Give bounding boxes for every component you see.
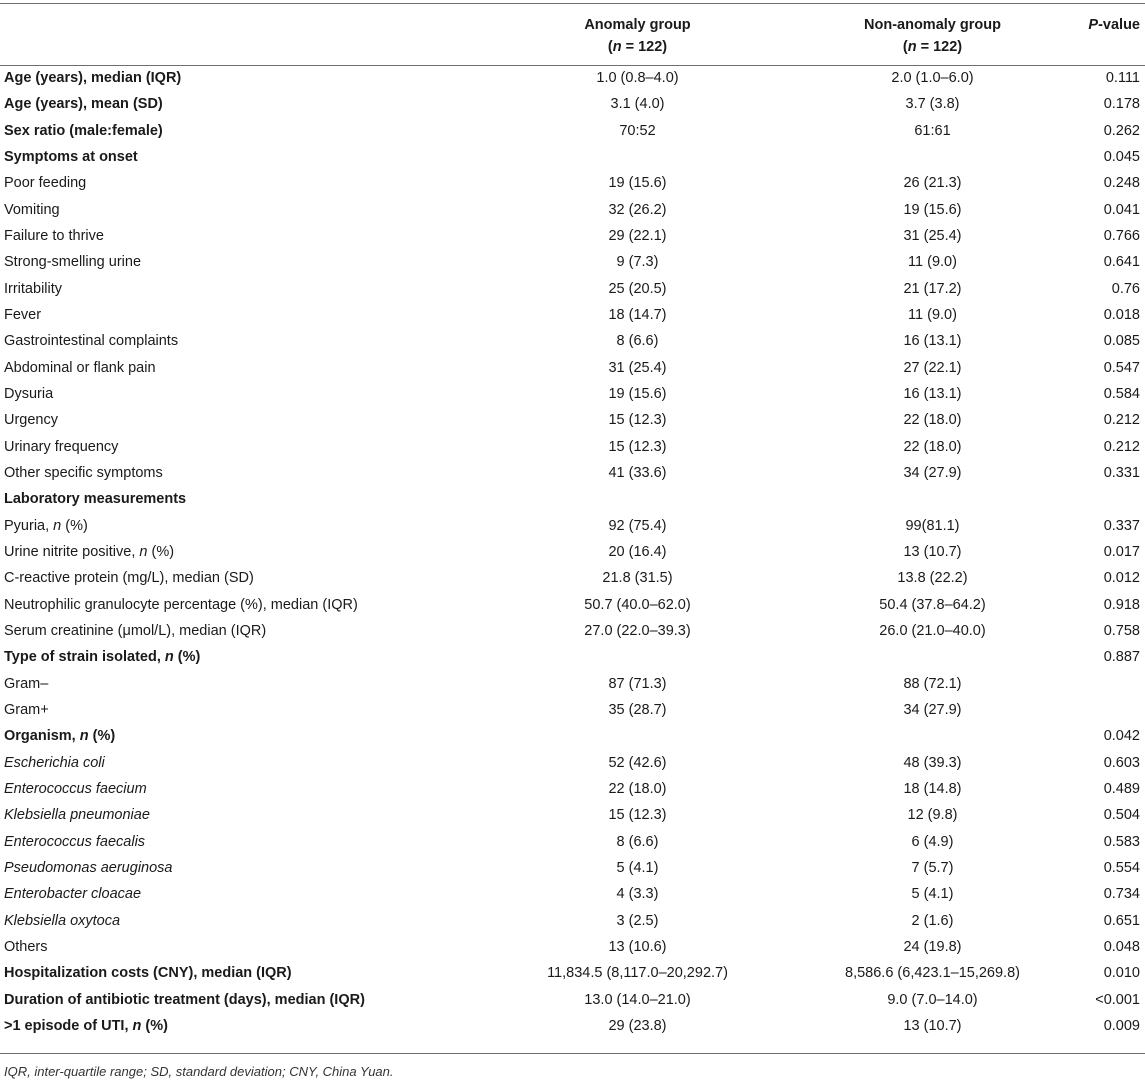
anomaly-value: 35 (28.7) — [608, 702, 667, 719]
row-label: Serum creatinine (μmol/L), median (IQR) — [4, 623, 267, 640]
row-label: Hospitalization costs (CNY), median (IQR) — [4, 965, 292, 982]
row-label: Age (years), mean (SD) — [4, 96, 163, 113]
row-label: Enterobacter cloacae — [4, 886, 142, 903]
anomaly-value: 22 (18.0) — [608, 781, 667, 798]
non-anomaly-value — [810, 486, 1055, 512]
non-anomaly-value: 22 (18.0) — [903, 412, 962, 429]
anomaly-value: 3 (2.5) — [616, 912, 659, 929]
anomaly-value: 31 (25.4) — [608, 359, 667, 376]
header-anomaly-group: Anomaly group (n = 122) — [584, 17, 691, 55]
non-anomaly-value: 7 (5.7) — [911, 860, 954, 876]
non-anomaly-value: 61:61 — [914, 122, 951, 139]
p-value: 0.012 — [1103, 570, 1140, 587]
row-label: Irritability — [4, 280, 63, 297]
anomaly-value: 92 (75.4) — [608, 517, 667, 534]
row-label: C-reactive protein (mg/L), median (SD) — [4, 570, 254, 587]
p-value: 0.603 — [1103, 754, 1140, 771]
anomaly-value: 29 (23.8) — [608, 1017, 667, 1034]
p-value: 0.048 — [1103, 938, 1140, 955]
table-row — [0, 697, 1145, 723]
p-value: 0.918 — [1103, 596, 1140, 613]
anomaly-value: 27.0 (22.0–39.3) — [584, 623, 691, 640]
table-row — [0, 723, 1145, 749]
table-row — [0, 829, 1145, 855]
non-anomaly-value — [810, 144, 1055, 170]
table-row — [0, 381, 1145, 407]
table-row — [0, 118, 1145, 144]
p-value: 0.641 — [1103, 254, 1140, 271]
anomaly-value: 50.7 (40.0–62.0) — [584, 596, 691, 613]
table-row — [0, 881, 1145, 907]
anomaly-value: 70:52 — [619, 122, 656, 139]
table-row — [0, 91, 1145, 117]
table-row — [0, 1013, 1145, 1039]
anomaly-value: 32 (26.2) — [608, 201, 667, 218]
anomaly-value: 11,834.5 (8,117.0–20,292.7) — [547, 965, 728, 982]
non-anomaly-value: 11 (9.0) — [908, 307, 957, 324]
non-anomaly-value: 34 (27.9) — [903, 702, 962, 719]
table-row — [0, 434, 1145, 460]
anomaly-value — [465, 644, 810, 670]
anomaly-value: 19 (15.6) — [608, 386, 667, 403]
table-row — [0, 960, 1145, 986]
table-row — [0, 276, 1145, 302]
table-row — [0, 302, 1145, 328]
anomaly-value — [465, 144, 810, 170]
row-label: Symptoms at onset — [4, 149, 138, 166]
non-anomaly-value: 26.0 (21.0–40.0) — [879, 623, 986, 640]
non-anomaly-value: 2 (1.6) — [911, 912, 954, 929]
p-value: 0.248 — [1103, 175, 1140, 192]
p-value: 0.042 — [1103, 728, 1140, 745]
header-p-value: P-value — [1088, 17, 1140, 33]
table-row — [0, 513, 1145, 539]
row-label: Other specific symptoms — [4, 465, 163, 482]
table-row — [0, 802, 1145, 828]
row-label: Dysuria — [4, 386, 54, 403]
row-label: Gram– — [4, 675, 49, 692]
p-value: 0.212 — [1103, 438, 1140, 455]
p-value: 0.331 — [1103, 465, 1140, 482]
non-anomaly-value: 22 (18.0) — [903, 438, 962, 455]
table-row — [0, 986, 1145, 1012]
non-anomaly-value: 5 (4.1) — [911, 886, 954, 903]
table-row — [0, 776, 1145, 802]
row-label: Neutrophilic granulocyte percentage (%), median (IQR) — [4, 596, 358, 613]
non-anomaly-value: 6 (4.9) — [911, 833, 954, 850]
header-label-col — [0, 4, 465, 65]
anomaly-value — [465, 486, 810, 512]
p-value: 0.178 — [1103, 96, 1140, 113]
table-row — [0, 197, 1145, 223]
table-row — [0, 539, 1145, 565]
row-label: Laboratory measurements — [4, 491, 187, 508]
row-label: Vomiting — [4, 201, 60, 218]
non-anomaly-value: 16 (13.1) — [903, 333, 962, 350]
p-value: 0.584 — [1103, 386, 1140, 403]
p-value: 0.547 — [1103, 359, 1140, 376]
non-anomaly-value: 99(81.1) — [905, 517, 960, 534]
anomaly-value: 18 (14.7) — [608, 307, 667, 324]
non-anomaly-value: 11 (9.0) — [908, 254, 957, 271]
p-value: 0.504 — [1103, 807, 1140, 824]
non-anomaly-value: 12 (9.8) — [907, 807, 958, 824]
anomaly-value: 13.0 (14.0–21.0) — [584, 991, 691, 1008]
anomaly-value: 9 (7.3) — [616, 254, 659, 271]
p-value — [1055, 486, 1145, 512]
row-label: Gram+ — [4, 702, 49, 719]
non-anomaly-value: 8,586.6 (6,423.1–15,269.8) — [845, 965, 1020, 982]
p-value: 0.041 — [1103, 201, 1140, 218]
anomaly-value: 29 (22.1) — [608, 228, 667, 245]
p-value: 0.017 — [1103, 544, 1140, 561]
row-label: Enterococcus faecalis — [4, 833, 146, 850]
table-row — [0, 934, 1145, 960]
non-anomaly-value: 9.0 (7.0–14.0) — [887, 991, 978, 1008]
non-anomaly-value: 3.7 (3.8) — [905, 96, 960, 113]
anomaly-value: 15 (12.3) — [608, 438, 667, 455]
table-row — [0, 855, 1145, 881]
row-label: Others — [4, 938, 48, 955]
p-value: 0.262 — [1103, 122, 1140, 139]
table-row — [0, 565, 1145, 591]
row-label: Klebsiella pneumoniae — [4, 807, 150, 824]
anomaly-value: 41 (33.6) — [608, 465, 667, 482]
anomaly-value: 21.8 (31.5) — [602, 570, 673, 587]
row-label: Urgency — [4, 412, 58, 429]
anomaly-value: 1.0 (0.8–4.0) — [596, 70, 679, 87]
row-label: Sex ratio (male:female) — [4, 122, 163, 139]
anomaly-value: 5 (4.1) — [616, 860, 659, 876]
anomaly-value: 25 (20.5) — [608, 280, 667, 297]
non-anomaly-value: 18 (14.8) — [903, 781, 962, 798]
row-label: >1 episode of UTI, n (%) — [4, 1017, 168, 1034]
table-body — [0, 65, 1145, 1039]
table-row — [0, 644, 1145, 670]
p-value — [1055, 697, 1145, 723]
data-table — [0, 4, 1145, 1039]
non-anomaly-value: 19 (15.6) — [903, 201, 962, 218]
row-label: Organism, n (%) — [4, 728, 116, 745]
row-label: Poor feeding — [4, 175, 87, 192]
non-anomaly-value — [810, 723, 1055, 749]
p-value: 0.018 — [1103, 307, 1140, 324]
anomaly-value: 3.1 (4.0) — [610, 96, 665, 113]
p-value: 0.212 — [1103, 412, 1140, 429]
non-anomaly-value: 31 (25.4) — [903, 228, 962, 245]
anomaly-value: 20 (16.4) — [608, 544, 667, 561]
non-anomaly-value: 88 (72.1) — [903, 675, 962, 692]
p-value: 0.009 — [1103, 1017, 1140, 1034]
table-row — [0, 170, 1145, 196]
p-value: 0.766 — [1103, 228, 1140, 245]
row-label: Duration of antibiotic treatment (days), median (IQR) — [4, 991, 365, 1008]
anomaly-value: 8 (6.6) — [616, 333, 659, 350]
table-row — [0, 328, 1145, 354]
table-row — [0, 407, 1145, 433]
header-rule — [0, 65, 1145, 66]
non-anomaly-value: 27 (22.1) — [903, 359, 962, 376]
non-anomaly-value: 50.4 (37.8–64.2) — [879, 596, 986, 613]
row-label: Urinary frequency — [4, 438, 119, 455]
non-anomaly-value — [810, 644, 1055, 670]
p-value: 0.554 — [1103, 860, 1140, 876]
non-anomaly-value: 13 (10.7) — [903, 1017, 962, 1034]
p-value: 0.758 — [1103, 623, 1140, 640]
anomaly-value: 15 (12.3) — [608, 807, 667, 824]
p-value: <0.001 — [1095, 991, 1140, 1008]
row-label: Fever — [4, 307, 42, 324]
p-value: 0.337 — [1103, 517, 1140, 534]
table-row — [0, 460, 1145, 486]
row-label: Pyuria, n (%) — [4, 517, 88, 534]
table-row — [0, 65, 1145, 91]
row-label: Escherichia coli — [4, 754, 105, 771]
table-row — [0, 144, 1145, 170]
anomaly-value: 13 (10.6) — [608, 938, 667, 955]
row-label: Age (years), median (IQR) — [4, 70, 182, 87]
p-value: 0.651 — [1103, 912, 1140, 929]
table-row — [0, 671, 1145, 697]
p-value: 0.76 — [1111, 280, 1140, 297]
p-value — [1055, 671, 1145, 697]
non-anomaly-value: 16 (13.1) — [903, 386, 962, 403]
row-label: Gastrointestinal complaints — [4, 333, 179, 350]
p-value: 0.887 — [1103, 649, 1140, 666]
table-row — [0, 908, 1145, 934]
anomaly-value — [465, 723, 810, 749]
anomaly-value: 8 (6.6) — [616, 833, 659, 850]
non-anomaly-value: 2.0 (1.0–6.0) — [891, 70, 974, 87]
p-value: 0.111 — [1105, 70, 1140, 87]
table-row — [0, 486, 1145, 512]
non-anomaly-value: 13 (10.7) — [903, 544, 962, 561]
p-value: 0.489 — [1103, 781, 1140, 798]
non-anomaly-value: 48 (39.3) — [903, 754, 962, 771]
row-label: Failure to thrive — [4, 228, 104, 245]
table-row — [0, 249, 1145, 275]
non-anomaly-value: 13.8 (22.2) — [897, 570, 968, 587]
anomaly-value: 52 (42.6) — [608, 754, 667, 771]
p-value: 0.045 — [1103, 149, 1140, 166]
row-label: Pseudomonas aeruginosa — [4, 860, 173, 876]
row-label: Urine nitrite positive, n (%) — [4, 544, 175, 561]
table-row — [0, 223, 1145, 249]
anomaly-value: 15 (12.3) — [608, 412, 667, 429]
p-value: 0.734 — [1103, 886, 1140, 903]
p-value: 0.010 — [1103, 965, 1140, 982]
table-row — [0, 750, 1145, 776]
table-footnote: IQR, inter-quartile range; SD, standard deviation; CNY, China Yuan. — [4, 1064, 394, 1079]
non-anomaly-value: 21 (17.2) — [903, 280, 962, 297]
bottom-rule — [0, 1053, 1145, 1054]
p-value: 0.085 — [1103, 333, 1140, 350]
header-non-anomaly-group: Non-anomaly group (n = 122) — [864, 17, 1001, 55]
row-label: Enterococcus faecium — [4, 781, 147, 798]
row-label: Strong-smelling urine — [4, 254, 142, 271]
table-header — [0, 4, 1145, 65]
anomaly-value: 19 (15.6) — [608, 175, 667, 192]
p-value: 0.583 — [1103, 833, 1140, 850]
non-anomaly-value: 24 (19.8) — [903, 938, 962, 955]
row-label: Klebsiella oxytoca — [4, 912, 121, 929]
table-row — [0, 592, 1145, 618]
non-anomaly-value: 34 (27.9) — [903, 465, 962, 482]
anomaly-value: 87 (71.3) — [608, 675, 667, 692]
row-label: Type of strain isolated, n (%) — [4, 649, 201, 666]
table-row — [0, 618, 1145, 644]
table-row — [0, 355, 1145, 381]
non-anomaly-value: 26 (21.3) — [903, 175, 962, 192]
row-label: Abdominal or flank pain — [4, 359, 156, 376]
anomaly-value: 4 (3.3) — [616, 886, 659, 903]
